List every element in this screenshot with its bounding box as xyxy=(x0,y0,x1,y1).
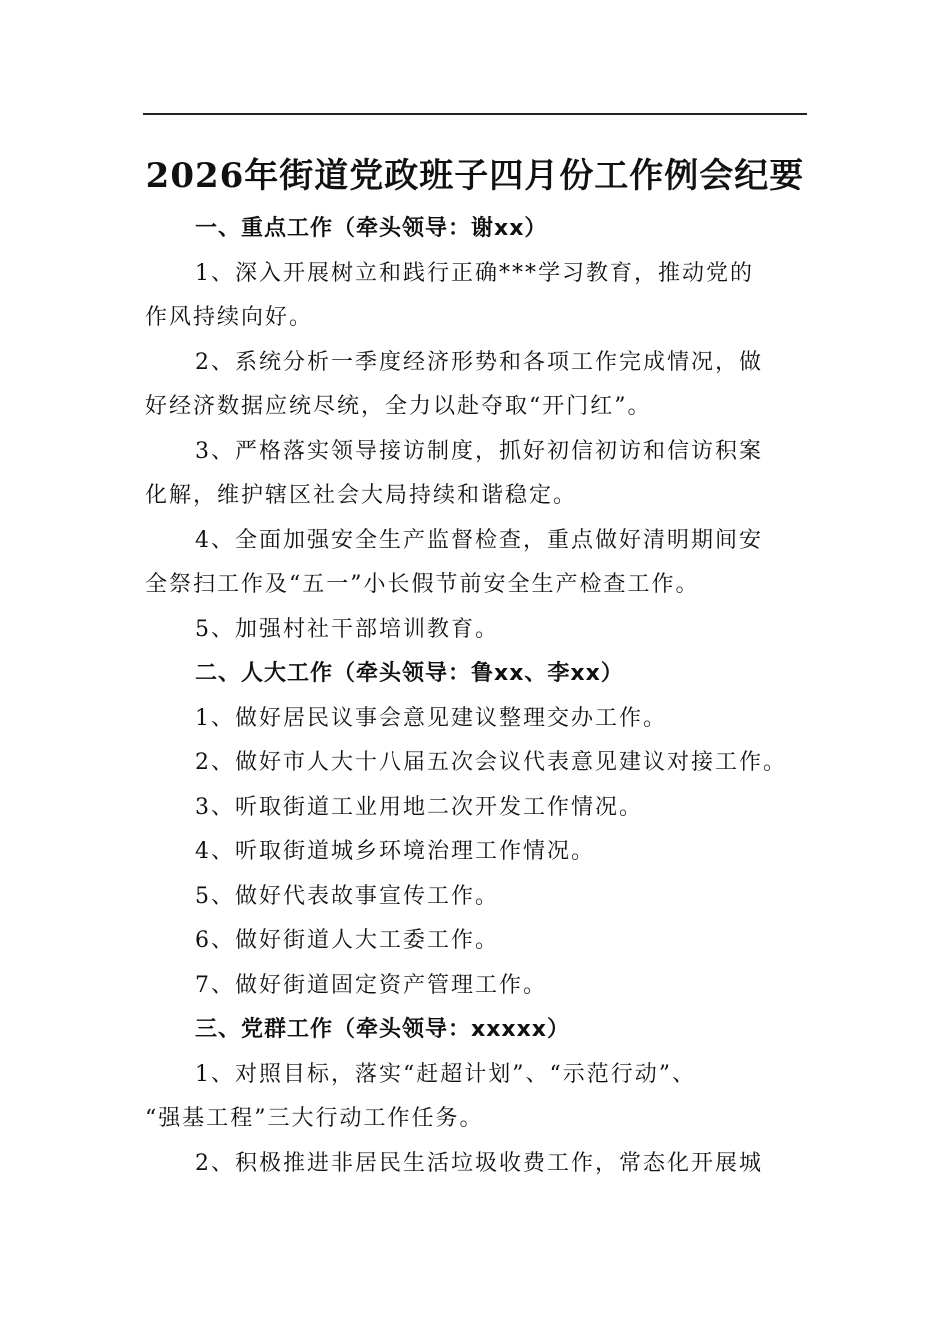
section-heading: 三、党群工作（牵头领导：xxxxx） xyxy=(195,1017,570,1042)
paragraph-line: 7、做好街道固定资产管理工作。 xyxy=(195,972,547,998)
paragraph-line: “强基工程”三大行动工作任务。 xyxy=(145,1106,484,1131)
paragraph-line: 4、全面加强安全生产监督检查，重点做好清明期间安 xyxy=(195,527,763,553)
document-body xyxy=(145,207,810,1186)
paragraph-line: 1、对照目标，落实“赶超计划”、“示范行动”、 xyxy=(195,1061,696,1087)
paragraph-line: 化解，维护辖区社会大局持续和谐稳定。 xyxy=(145,483,578,508)
paragraph-line: 1、深入开展树立和践行正确***学习教育，推动党的 xyxy=(195,260,754,286)
paragraph-line: 2、积极推进非居民生活垃圾收费工作，常态化开展城 xyxy=(195,1150,763,1176)
paragraph-line: 全祭扫工作及“五一”小长假节前安全生产检查工作。 xyxy=(145,572,700,597)
paragraph-line: 2、系统分析一季度经济形势和各项工作完成情况，做 xyxy=(195,349,763,375)
paragraph-line: 5、加强村社干部培训教育。 xyxy=(195,616,499,642)
paragraph-line: 3、听取街道工业用地二次开发工作情况。 xyxy=(195,794,643,820)
paragraph-line: 5、做好代表故事宣传工作。 xyxy=(195,883,499,909)
paragraph-line: 作风持续向好。 xyxy=(145,305,314,330)
paragraph-line: 6、做好街道人大工委工作。 xyxy=(195,928,499,953)
section-heading: 二、人大工作（牵头领导：鲁xx、李xx） xyxy=(195,661,624,686)
paragraph-line: 1、做好居民议事会意见建议整理交办工作。 xyxy=(195,705,667,731)
header-rule xyxy=(143,113,807,115)
paragraph-line: 3、严格落实领导接访制度，抓好初信初访和信访积案 xyxy=(195,438,763,464)
document-title: 2026年街道党政班子四月份工作例会纪要 xyxy=(145,156,805,196)
paragraph-line: 好经济数据应统尽统，全力以赴夺取“开门红”。 xyxy=(145,394,652,419)
paragraph-line: 4、听取街道城乡环境治理工作情况。 xyxy=(195,839,595,864)
section-heading: 一、重点工作（牵头领导：谢xx） xyxy=(195,216,548,241)
paragraph-line: 2、做好市人大十八届五次会议代表意见建议对接工作。 xyxy=(195,750,787,775)
